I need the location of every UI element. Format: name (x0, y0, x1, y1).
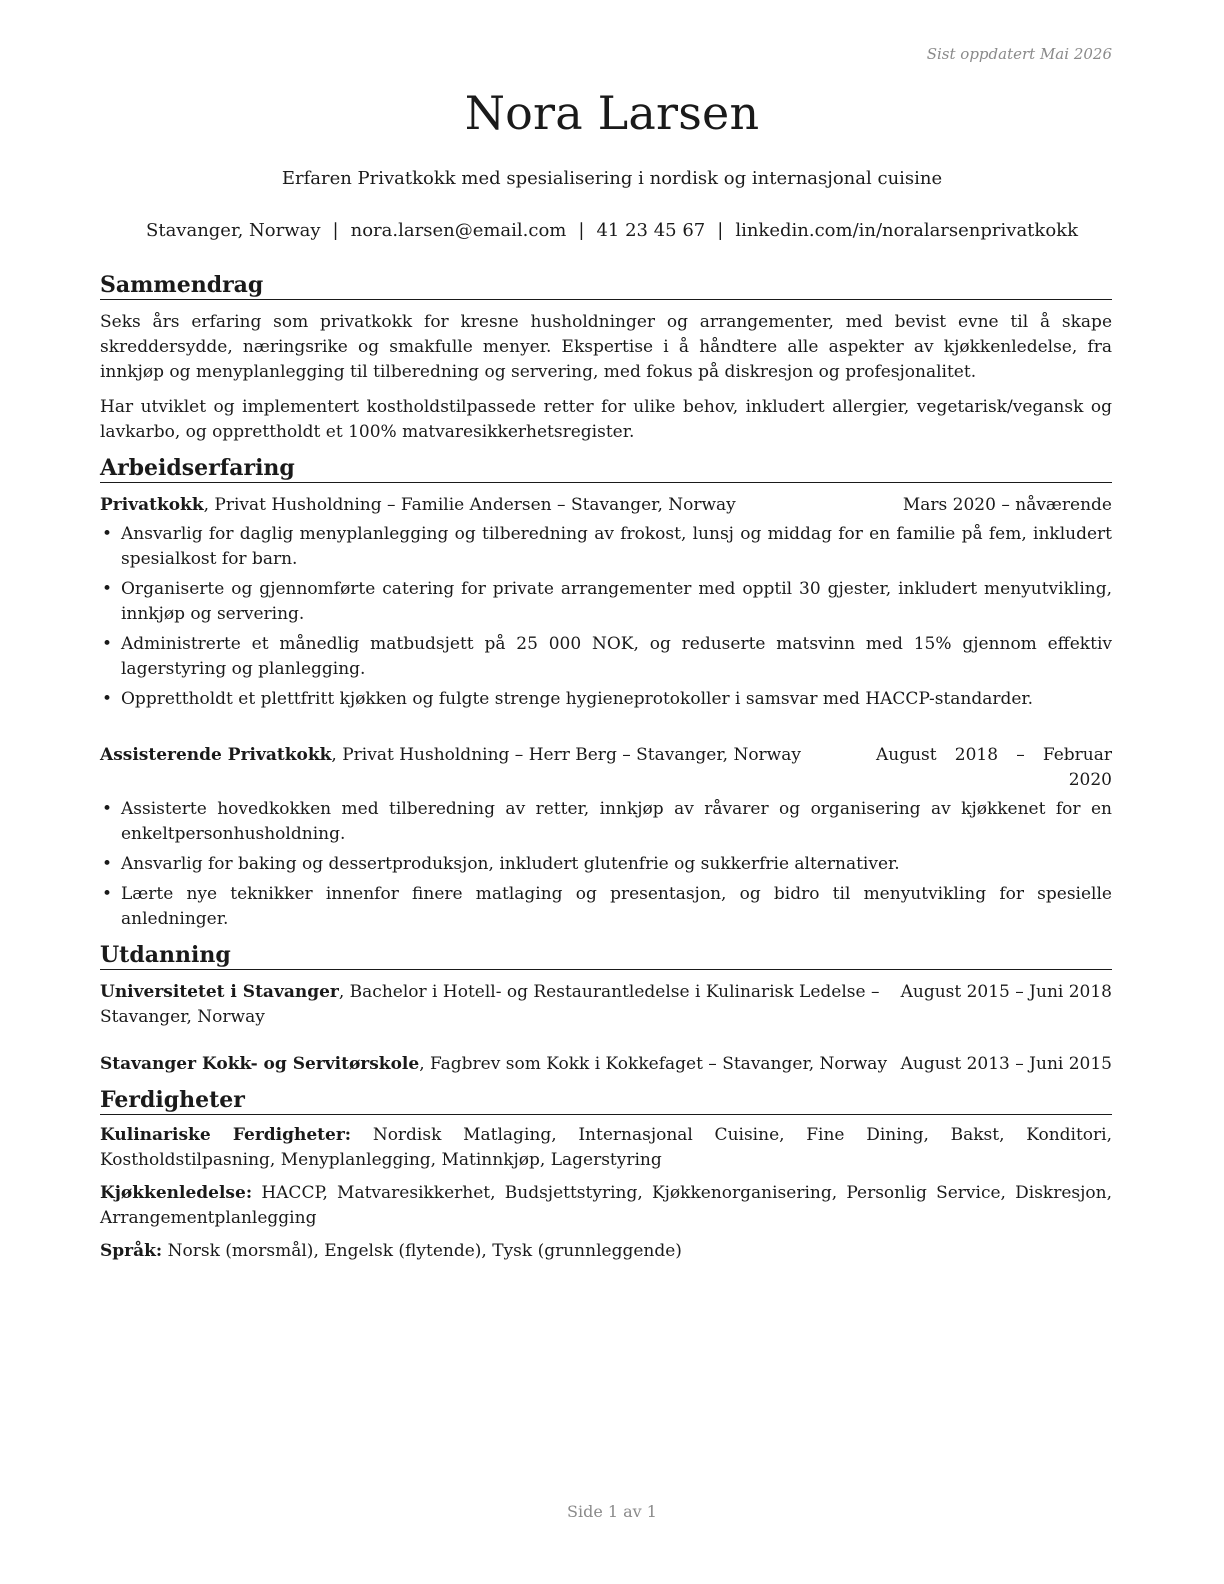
education-dates: August 2013 – Juni 2015 (900, 1054, 1112, 1074)
education-details: , Bachelor i Hotell- og Restaurantledelse i Kulinarisk Ledelse – Stavanger, Norway (100, 982, 880, 1027)
job-bullets (100, 797, 1112, 932)
skill-value: Norsk (morsmål), Engelsk (flytende), Tysk (grunnleggende) (167, 1241, 682, 1261)
bullet-icon: • (102, 799, 113, 819)
bullet-icon: • (102, 854, 113, 874)
section-title-experience: Arbeidserfaring (100, 455, 1112, 483)
education-dates: August 2015 – Juni 2018 (900, 982, 1112, 1002)
education-section (100, 942, 1112, 1077)
summary-paragraph: Seks års erfaring som privatkokk for kresne husholdninger og arrangementer, med bevist evne til å skape skreddersydde, næringsrike og smakfulle menyer. Ekspertise i å håndtere alle aspekter av kjøkkenledelse, fra innkjøp og menyplanlegging til tilberedning og servering, med fokus på diskresjon og profesjonalitet. (100, 312, 1112, 382)
section-title-summary: Sammendrag (100, 272, 1112, 300)
skill-label: Kjøkkenledelse: (100, 1183, 253, 1203)
contact-location: Stavanger, Norway (146, 220, 321, 241)
job-details: , Privat Husholdning – Herr Berg – Stavanger, Norway (331, 745, 801, 765)
contact-separator: | (717, 220, 724, 241)
skill-row (100, 1239, 1112, 1264)
tagline: Erfaren Privatkokk med spesialisering i nordisk og internasjonal cuisine (281, 168, 943, 189)
school-name: Universitetet i Stavanger (100, 982, 339, 1002)
summary-paragraph: Har utviklet og implementert kostholdstilpassede retter for ulike behov, inkludert allergier, vegetarisk/vegansk og lavkarbo, og opprettholdt et 100% matvaresikkerhetsregister. (100, 397, 1112, 442)
bullet-icon: • (102, 689, 113, 709)
contact-email[interactable]: nora.larsen@email.com (350, 220, 567, 241)
job-details: , Privat Husholdning – Familie Andersen – Stavanger, Norway (203, 495, 736, 515)
experience-section (100, 455, 1112, 932)
job-dates: August 2018 – Februar 2020 (876, 745, 1112, 790)
education-entry (100, 980, 1112, 1030)
skill-row (100, 1123, 1112, 1173)
section-title-education: Utdanning (100, 942, 1112, 970)
list-item: • Opprettholdt et plettfritt kjøkken og fulgte strenge hygieneprotokoller i samsvar med HACCP-standarder. (100, 687, 1112, 712)
list-item: • Lærte nye teknikker innenfor finere matlaging og presentasjon, og bidro til menyutvikling for spesielle anledninger. (102, 884, 1112, 929)
section-title-skills: Ferdigheter (100, 1087, 1112, 1115)
list-item: • Organiserte og gjennomførte catering for private arrangementer med opptil 30 gjester, inkludert menyutvikling, innkjøp og servering. (102, 579, 1112, 624)
list-item: • Ansvarlig for daglig menyplanlegging og tilberedning av frokost, lunsj og middag for en familie på fem, inkludert spesialkost for barn. (102, 524, 1112, 569)
skill-label: Kulinariske Ferdigheter: (100, 1125, 352, 1145)
school-name: Stavanger Kokk- og Servitørskole (100, 1054, 420, 1074)
bullet-icon: • (102, 579, 113, 599)
bullet-icon: • (102, 634, 113, 654)
summary-section (100, 272, 1112, 445)
contact-separator: | (578, 220, 585, 241)
education-entry (100, 1052, 1112, 1077)
candidate-name: Nora Larsen (464, 86, 760, 140)
skill-value: HACCP, Matvaresikkerhet, Budsjettstyring, Kjøkkenorganisering, Personlig Service, Diskresjon, Arrangementplanlegging (100, 1183, 1112, 1228)
list-item: • Ansvarlig for baking og dessertproduksjon, inkludert glutenfrie og sukkerfrie alternativer. (100, 852, 1112, 877)
skill-row (100, 1181, 1112, 1231)
contact-line (0, 220, 1224, 241)
skills-section (100, 1087, 1112, 1264)
job-header (100, 743, 1112, 793)
education-details: , Fagbrev som Kokk i Kokkefaget – Stavanger, Norway (419, 1054, 888, 1074)
contact-phone: 41 23 45 67 (596, 220, 706, 241)
bullet-icon: • (102, 884, 113, 904)
last-updated: Sist oppdatert Mai 2026 (926, 45, 1112, 63)
bullet-icon: • (102, 524, 113, 544)
resume-content (100, 272, 1112, 1274)
job-header (100, 493, 1112, 518)
skill-value: Nordisk Matlaging, Internasjonal Cuisine, Fine Dining, Bakst, Konditori, Kostholdstilpasning, Menyplanlegging, Matinnkjøp, Lagerstyring (100, 1125, 1112, 1170)
skill-label: Språk: (100, 1241, 163, 1261)
page-number: Side 1 av 1 (567, 1502, 657, 1521)
contact-separator: | (332, 220, 339, 241)
job-role: Privatkokk (100, 495, 204, 515)
contact-linkedin[interactable]: linkedin.com/in/noralarsenprivatkokk (735, 220, 1078, 241)
job-role: Assisterende Privatkokk (100, 745, 332, 765)
job-dates: Mars 2020 – nåværende (902, 495, 1112, 515)
list-item: • Administrerte et månedlig matbudsjett på 25 000 NOK, og reduserte matsvinn med 15% gjennom effektiv lagerstyring og planlegging. (102, 634, 1112, 679)
list-item: • Assisterte hovedkokken med tilberedning av retter, innkjøp av råvarer og organisering av kjøkkenet for en enkeltpersonhusholdning. (102, 799, 1112, 844)
job-bullets (100, 522, 1112, 712)
